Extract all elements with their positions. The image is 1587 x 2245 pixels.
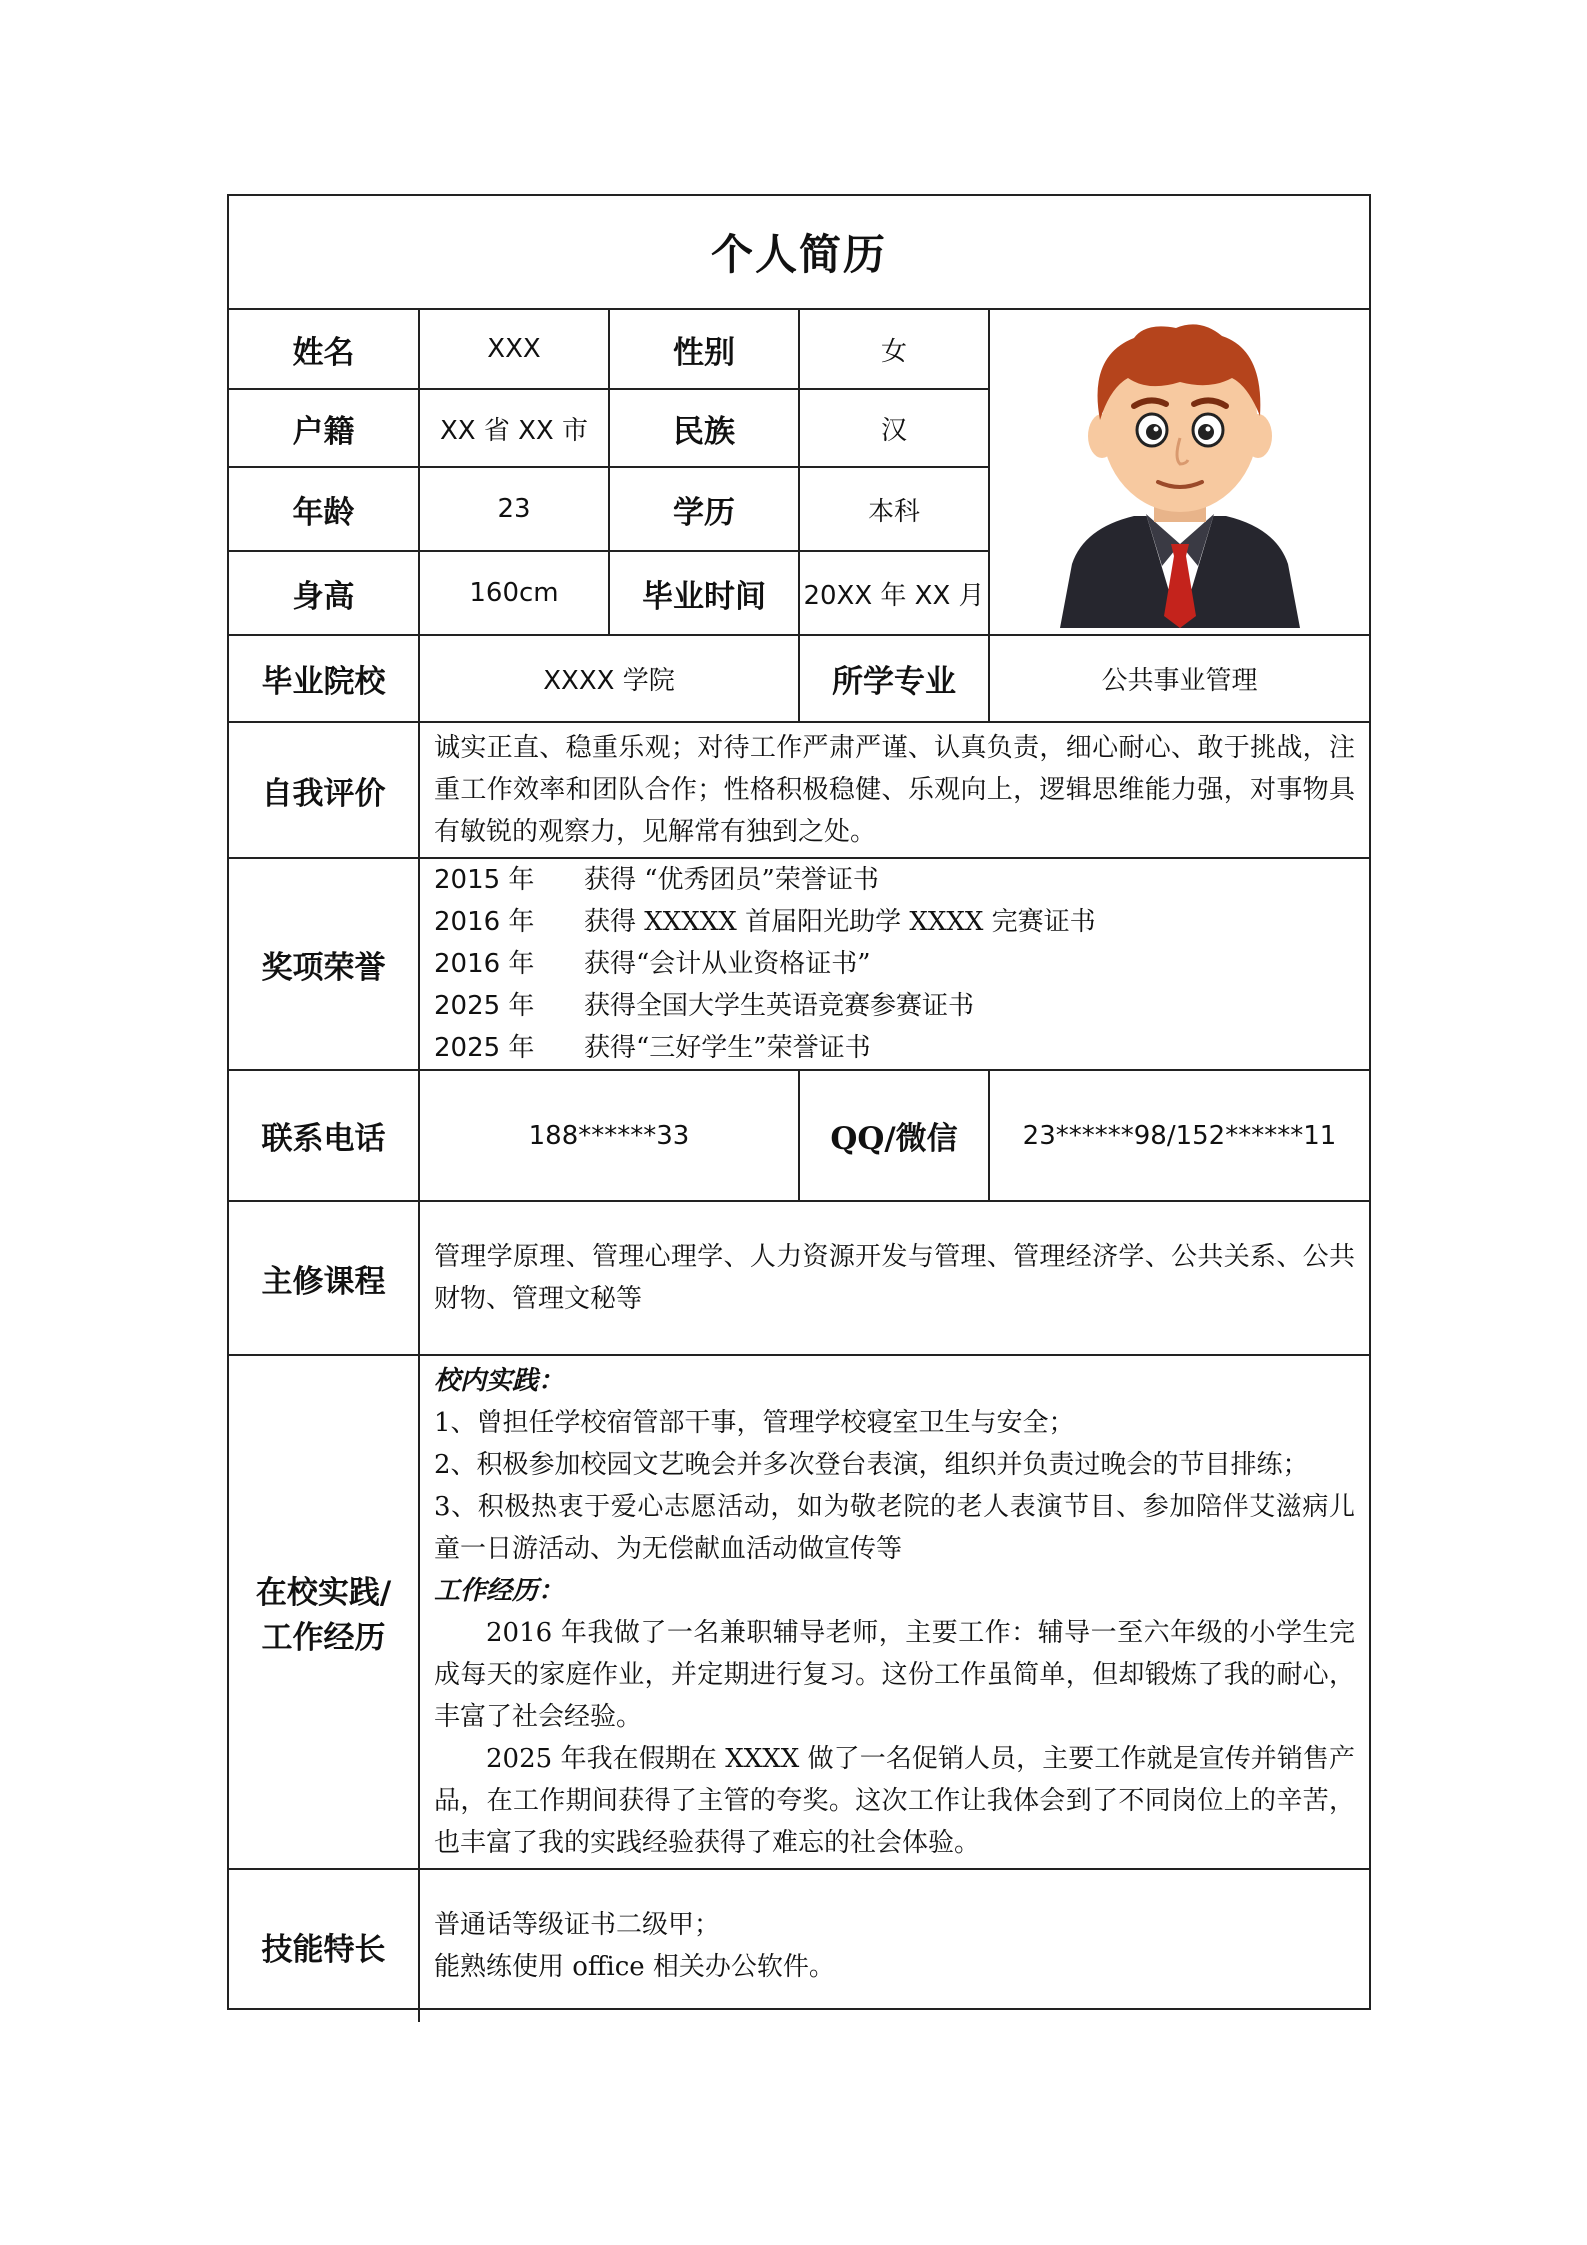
- award-year: 2016 年: [434, 907, 535, 937]
- height-value: 160cm: [419, 551, 609, 635]
- name-label: 姓名: [229, 309, 419, 389]
- gender-label: 性别: [609, 309, 799, 389]
- qq-label: QQ/微信: [799, 1070, 989, 1201]
- work-heading: 工作经历：: [434, 1576, 565, 1606]
- school-label: 毕业院校: [229, 635, 419, 722]
- hometown-value: XX 省 XX 市: [419, 389, 609, 467]
- name-value: XXX: [419, 309, 609, 389]
- phone-value: 188******33: [419, 1070, 799, 1201]
- major-value: 公共事业管理: [989, 635, 1369, 722]
- self-eval-label: 自我评价: [229, 722, 419, 858]
- award-text: 获得“会计从业资格证书”: [584, 949, 871, 979]
- practice-content: [419, 1355, 1369, 1869]
- qq-value: 23******98/152******11: [989, 1070, 1369, 1201]
- skill-item: 普通话等级证书二级甲；: [434, 1910, 721, 1940]
- hometown-label: 户籍: [229, 389, 419, 467]
- awards-label: 奖项荣誉: [229, 858, 419, 1070]
- self-eval-text: 诚实正直、稳重乐观；对待工作严肃严谨、认真负责，细心耐心、敢于挑战，注重工作效率和团队合作；性格积极稳健、乐观向上，逻辑思维能力强，对事物具有敏锐的观察力，见解常有独到之处。: [419, 722, 1369, 858]
- award-text: 获得全国大学生英语竞赛参赛证书: [584, 991, 975, 1021]
- resume-table: [229, 196, 1369, 2022]
- award-item: [434, 901, 1355, 943]
- award-item: [434, 1027, 1355, 1069]
- practice-label: [229, 1355, 419, 1869]
- ethnicity-value: 汉: [799, 389, 989, 467]
- award-year: 2025 年: [434, 1033, 535, 1063]
- resume-sheet: [227, 194, 1371, 2010]
- campus-item: 2、积极参加校园文艺晚会并多次登台表演，组织并负责过晚会的节目排练；: [434, 1450, 1309, 1480]
- award-year: 2025 年: [434, 991, 535, 1021]
- awards-list: [419, 858, 1369, 1070]
- award-item: [434, 943, 1355, 985]
- ethnicity-label: 民族: [609, 389, 799, 467]
- skill-item: 能熟练使用 office 相关办公软件。: [434, 1952, 835, 1982]
- major-label: 所学专业: [799, 635, 989, 722]
- education-value: 本科: [799, 467, 989, 551]
- award-item: [434, 985, 1355, 1027]
- avatar-icon: [1050, 316, 1310, 628]
- education-label: 学历: [609, 467, 799, 551]
- gender-value: 女: [799, 309, 989, 389]
- practice-label-line2: 工作经历: [261, 1620, 386, 1656]
- page-title: 个人简历: [229, 196, 1369, 309]
- height-label: 身高: [229, 551, 419, 635]
- phone-label: 联系电话: [229, 1070, 419, 1201]
- campus-item: 1、曾担任学校宿管部干事，管理学校寝室卫生与安全；: [434, 1408, 1075, 1438]
- courses-label: 主修课程: [229, 1201, 419, 1355]
- award-text: 获得“三好学生”荣誉证书: [584, 1033, 871, 1063]
- award-year: 2015 年: [434, 865, 535, 895]
- age-label: 年龄: [229, 467, 419, 551]
- work-paragraph: 2016 年我做了一名兼职辅导老师，主要工作：辅导一至六年级的小学生完成每天的家庭作业，并定期进行复习。这份工作虽简单，但却锻炼了我的耐心，丰富了社会经验。: [434, 1618, 1355, 1732]
- award-text: 获得 “优秀团员”荣誉证书: [584, 865, 879, 895]
- award-text: 获得 XXXXX 首届阳光助学 XXXX 完赛证书: [584, 907, 1096, 937]
- campus-heading: 校内实践：: [434, 1366, 565, 1396]
- award-item: [434, 859, 1355, 901]
- skills-label: 技能特长: [229, 1869, 419, 2022]
- age-value: 23: [419, 467, 609, 551]
- skills-content: [419, 1869, 1369, 2022]
- campus-item: 3、积极热衷于爱心志愿活动，如为敬老院的老人表演节目、参加陪伴艾滋病儿童一日游活动、为无偿献血活动做宣传等: [434, 1492, 1355, 1564]
- work-paragraph: 2025 年我在假期在 XXXX 做了一名促销人员，主要工作就是宣传并销售产品，在工作期间获得了主管的夸奖。这次工作让我体会到了不同岗位上的辛苦，也丰富了我的实践经验获得了难忘的社会体验。: [434, 1744, 1355, 1858]
- graduation-value: 20XX 年 XX 月: [799, 551, 989, 635]
- courses-text: 管理学原理、管理心理学、人力资源开发与管理、管理经济学、公共关系、公共财物、管理文秘等: [419, 1201, 1369, 1355]
- photo-cell: [989, 309, 1369, 635]
- practice-label-line1: 在校实践/: [255, 1575, 392, 1611]
- award-year: 2016 年: [434, 949, 535, 979]
- school-value: XXXX 学院: [419, 635, 799, 722]
- graduation-label: 毕业时间: [609, 551, 799, 635]
